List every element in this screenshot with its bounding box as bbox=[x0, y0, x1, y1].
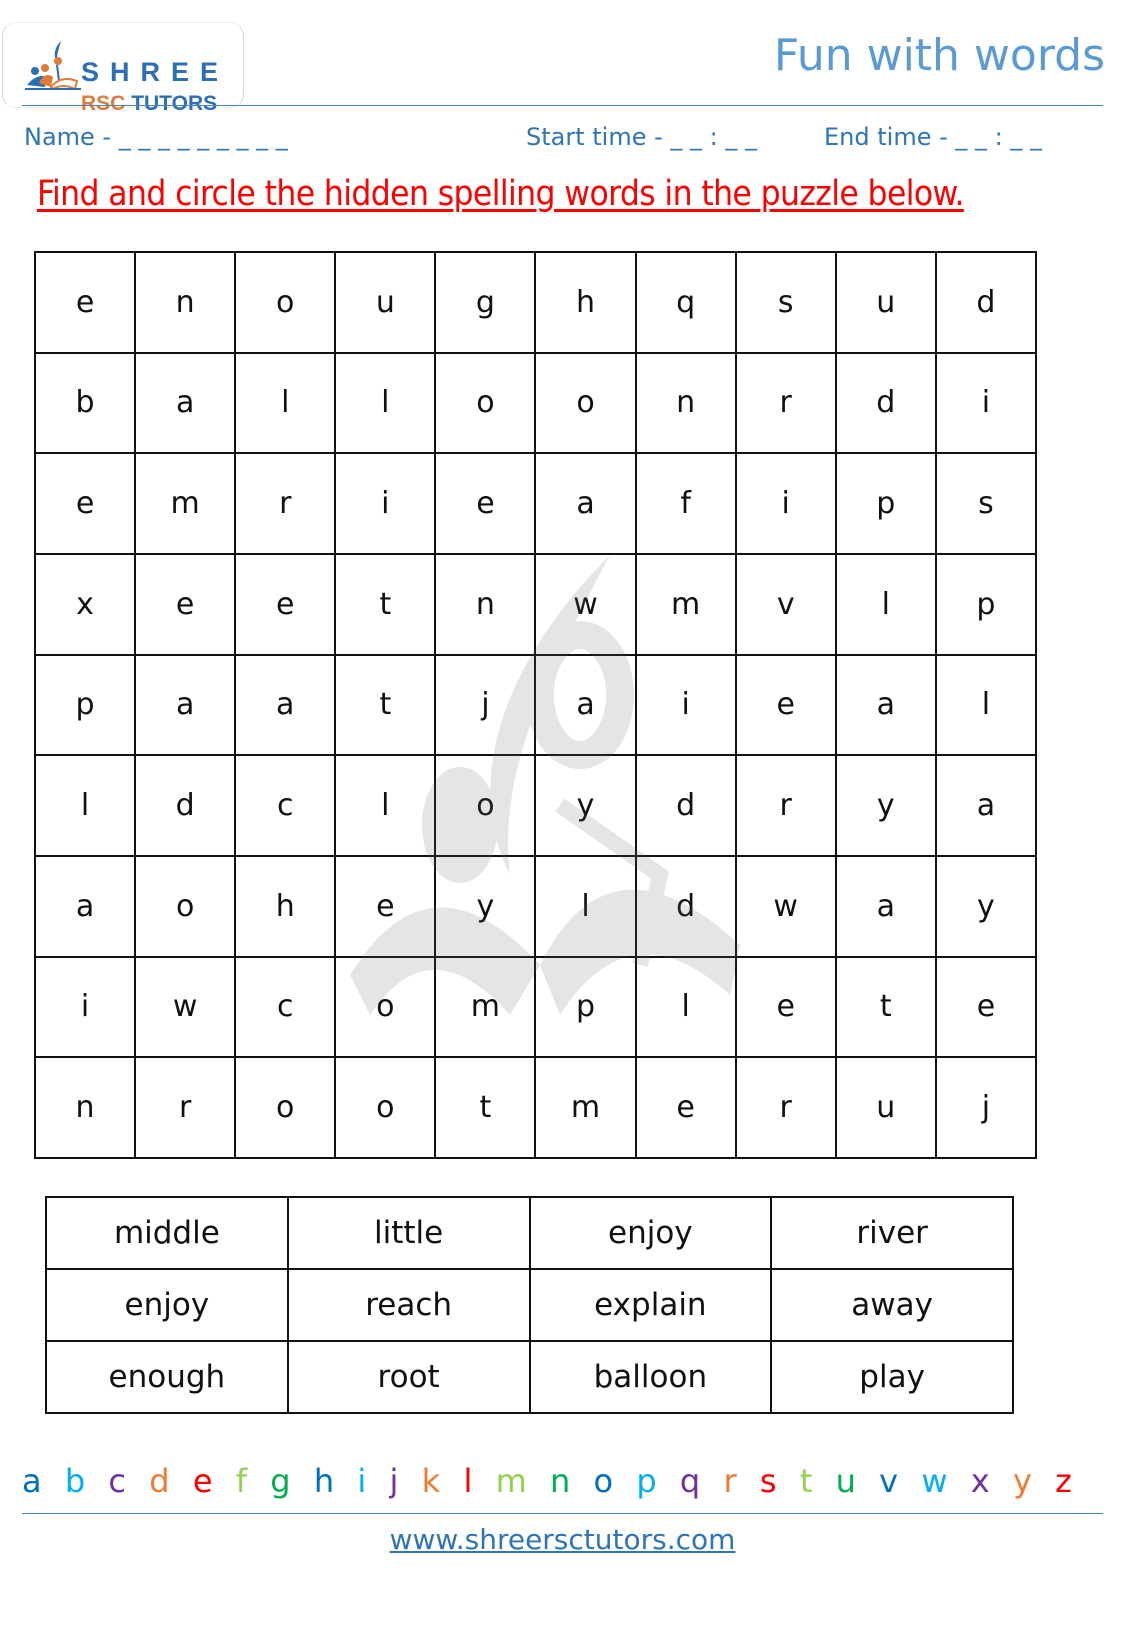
alphabet-letter: i bbox=[357, 1462, 367, 1500]
word-bank-row bbox=[46, 1341, 1013, 1413]
grid-cell[interactable]: d bbox=[636, 856, 736, 957]
grid-row bbox=[35, 1057, 1036, 1158]
grid-cell[interactable]: f bbox=[636, 453, 736, 554]
grid-cell[interactable]: w bbox=[736, 856, 836, 957]
grid-cell[interactable]: n bbox=[135, 252, 235, 353]
grid-cell[interactable]: c bbox=[235, 957, 335, 1058]
grid-cell[interactable]: m bbox=[435, 957, 535, 1058]
grid-cell[interactable]: a bbox=[135, 353, 235, 454]
alphabet-letter: c bbox=[108, 1462, 127, 1500]
grid-cell[interactable]: n bbox=[636, 353, 736, 454]
alphabet-letter: l bbox=[463, 1462, 473, 1500]
word-bank-item: away bbox=[771, 1269, 1013, 1341]
grid-cell[interactable]: o bbox=[335, 1057, 435, 1158]
grid-cell[interactable]: d bbox=[936, 252, 1036, 353]
word-bank-row bbox=[46, 1269, 1013, 1341]
alphabet-letter: s bbox=[759, 1462, 777, 1500]
word-bank-item: middle bbox=[46, 1197, 288, 1269]
alphabet-letter: p bbox=[636, 1462, 657, 1500]
alphabet-strip bbox=[22, 1462, 1072, 1500]
grid-cell[interactable]: t bbox=[335, 655, 435, 756]
grid-cell[interactable]: r bbox=[736, 353, 836, 454]
grid-cell[interactable]: i bbox=[636, 655, 736, 756]
alphabet-letter: r bbox=[723, 1462, 737, 1500]
grid-cell[interactable]: e bbox=[35, 453, 135, 554]
grid-cell[interactable]: y bbox=[535, 755, 635, 856]
grid-cell[interactable]: w bbox=[535, 554, 635, 655]
header-divider bbox=[22, 105, 1103, 106]
grid-cell[interactable]: v bbox=[736, 554, 836, 655]
grid-cell[interactable]: e bbox=[235, 554, 335, 655]
grid-cell[interactable]: j bbox=[435, 655, 535, 756]
grid-cell[interactable]: e bbox=[435, 453, 535, 554]
grid-cell[interactable]: r bbox=[736, 755, 836, 856]
grid-cell[interactable]: a bbox=[135, 655, 235, 756]
grid-cell[interactable]: h bbox=[235, 856, 335, 957]
grid-cell[interactable]: i bbox=[936, 353, 1036, 454]
word-bank-row bbox=[46, 1197, 1013, 1269]
grid-cell[interactable]: a bbox=[836, 655, 936, 756]
logo-tutors: TUTORS bbox=[131, 92, 218, 115]
alphabet-letter: a bbox=[22, 1462, 42, 1500]
grid-cell[interactable]: e bbox=[135, 554, 235, 655]
grid-cell[interactable]: a bbox=[35, 856, 135, 957]
grid-row bbox=[35, 755, 1036, 856]
grid-row bbox=[35, 252, 1036, 353]
alphabet-letter: f bbox=[235, 1462, 248, 1500]
alphabet-letter: z bbox=[1055, 1462, 1072, 1500]
alphabet-letter: m bbox=[495, 1462, 527, 1500]
word-search-grid bbox=[34, 251, 1037, 1159]
logo-shree-text: SHREE bbox=[81, 57, 230, 87]
grid-row bbox=[35, 554, 1036, 655]
grid-cell[interactable]: d bbox=[135, 755, 235, 856]
word-bank-item: play bbox=[771, 1341, 1013, 1413]
grid-cell[interactable]: a bbox=[936, 755, 1036, 856]
page-title: Fun with words bbox=[773, 30, 1105, 81]
alphabet-letter: j bbox=[389, 1462, 399, 1500]
grid-row bbox=[35, 353, 1036, 454]
grid-cell[interactable]: i bbox=[335, 453, 435, 554]
grid-cell[interactable]: a bbox=[235, 655, 335, 756]
grid-cell[interactable]: i bbox=[736, 453, 836, 554]
grid-cell[interactable]: y bbox=[936, 856, 1036, 957]
grid-cell[interactable]: o bbox=[235, 252, 335, 353]
grid-cell[interactable]: a bbox=[836, 856, 936, 957]
word-bank-item: explain bbox=[530, 1269, 772, 1341]
grid-cell[interactable]: m bbox=[135, 453, 235, 554]
alphabet-letter: u bbox=[835, 1462, 856, 1500]
grid-row bbox=[35, 957, 1036, 1058]
grid-cell[interactable]: r bbox=[235, 453, 335, 554]
grid-cell[interactable]: q bbox=[636, 252, 736, 353]
alphabet-letter: e bbox=[192, 1462, 213, 1500]
footer-divider bbox=[22, 1513, 1103, 1514]
alphabet-letter: v bbox=[879, 1462, 899, 1500]
grid-cell[interactable]: e bbox=[736, 957, 836, 1058]
grid-cell[interactable]: m bbox=[535, 1057, 635, 1158]
grid-cell[interactable]: b bbox=[35, 353, 135, 454]
word-bank-item: river bbox=[771, 1197, 1013, 1269]
grid-cell[interactable]: u bbox=[836, 252, 936, 353]
grid-cell[interactable]: o bbox=[435, 755, 535, 856]
name-field-label: Name - _ _ _ _ _ _ _ _ _ bbox=[24, 123, 288, 151]
word-bank-item: little bbox=[288, 1197, 530, 1269]
alphabet-letter: g bbox=[270, 1462, 291, 1500]
logo bbox=[2, 22, 244, 115]
grid-cell[interactable]: p bbox=[535, 957, 635, 1058]
grid-cell[interactable]: r bbox=[736, 1057, 836, 1158]
grid-cell[interactable]: g bbox=[435, 252, 535, 353]
alphabet-letter: w bbox=[921, 1462, 948, 1500]
alphabet-letter: x bbox=[970, 1462, 990, 1500]
grid-cell[interactable]: e bbox=[736, 655, 836, 756]
logo-mark-icon bbox=[23, 37, 83, 93]
grid-cell[interactable]: c bbox=[235, 755, 335, 856]
grid-cell[interactable]: s bbox=[936, 453, 1036, 554]
alphabet-letter: o bbox=[593, 1462, 614, 1500]
grid-cell[interactable]: n bbox=[35, 1057, 135, 1158]
alphabet-letter: n bbox=[550, 1462, 571, 1500]
instruction-text: Find and circle the hidden spelling words in the puzzle below. bbox=[37, 174, 964, 214]
grid-cell[interactable]: t bbox=[335, 554, 435, 655]
grid-cell[interactable]: r bbox=[135, 1057, 235, 1158]
grid-cell[interactable]: u bbox=[836, 1057, 936, 1158]
alphabet-letter: y bbox=[1012, 1462, 1032, 1500]
grid-cell[interactable]: l bbox=[535, 856, 635, 957]
word-bank-item: root bbox=[288, 1341, 530, 1413]
grid-cell[interactable]: j bbox=[936, 1057, 1036, 1158]
grid-cell[interactable]: o bbox=[235, 1057, 335, 1158]
grid-cell[interactable]: y bbox=[435, 856, 535, 957]
grid-cell[interactable]: l bbox=[936, 655, 1036, 756]
end-time-label: End time - _ _ : _ _ bbox=[824, 123, 1042, 151]
grid-cell[interactable]: l bbox=[35, 755, 135, 856]
grid-cell[interactable]: d bbox=[636, 755, 736, 856]
word-bank-item: reach bbox=[288, 1269, 530, 1341]
grid-cell[interactable]: l bbox=[235, 353, 335, 454]
grid-cell[interactable]: a bbox=[535, 655, 635, 756]
grid-cell[interactable]: e bbox=[636, 1057, 736, 1158]
grid-cell[interactable]: y bbox=[836, 755, 936, 856]
grid-cell[interactable]: l bbox=[836, 554, 936, 655]
word-bank-item: enjoy bbox=[530, 1197, 772, 1269]
grid-cell[interactable]: t bbox=[435, 1057, 535, 1158]
website-link[interactable]: www.shreersctutors.com bbox=[389, 1523, 736, 1556]
alphabet-letter: t bbox=[799, 1462, 813, 1500]
grid-cell[interactable]: t bbox=[836, 957, 936, 1058]
grid-cell[interactable]: l bbox=[636, 957, 736, 1058]
grid-cell[interactable]: p bbox=[35, 655, 135, 756]
grid-cell[interactable]: m bbox=[636, 554, 736, 655]
grid-cell[interactable]: s bbox=[736, 252, 836, 353]
alphabet-letter: h bbox=[313, 1462, 335, 1500]
grid-row bbox=[35, 453, 1036, 554]
alphabet-letter: q bbox=[679, 1462, 701, 1500]
grid-cell[interactable]: o bbox=[435, 353, 535, 454]
logo-rsc-tutors-text bbox=[81, 93, 217, 115]
word-bank-item: balloon bbox=[530, 1341, 772, 1413]
grid-cell[interactable]: o bbox=[135, 856, 235, 957]
grid-cell[interactable]: i bbox=[35, 957, 135, 1058]
logo-rsc: RSC bbox=[81, 92, 126, 115]
grid-cell[interactable]: n bbox=[435, 554, 535, 655]
grid-cell[interactable]: e bbox=[936, 957, 1036, 1058]
grid-cell[interactable]: u bbox=[335, 252, 435, 353]
start-time-label: Start time - _ _ : _ _ bbox=[526, 123, 757, 151]
alphabet-letter: d bbox=[149, 1462, 170, 1500]
grid-cell[interactable]: w bbox=[135, 957, 235, 1058]
grid-row bbox=[35, 856, 1036, 957]
grid-cell[interactable]: x bbox=[35, 554, 135, 655]
grid-cell[interactable]: e bbox=[335, 856, 435, 957]
grid-cell[interactable]: p bbox=[836, 453, 936, 554]
grid-row bbox=[35, 655, 1036, 756]
grid-cell[interactable]: a bbox=[535, 453, 635, 554]
grid-cell[interactable]: d bbox=[836, 353, 936, 454]
alphabet-letter: k bbox=[421, 1462, 441, 1500]
word-bank-table bbox=[45, 1196, 1014, 1414]
alphabet-letter: b bbox=[64, 1462, 86, 1500]
word-bank-item: enough bbox=[46, 1341, 288, 1413]
grid-cell[interactable]: o bbox=[335, 957, 435, 1058]
grid-cell[interactable]: p bbox=[936, 554, 1036, 655]
grid-cell[interactable]: e bbox=[35, 252, 135, 353]
grid-cell[interactable]: l bbox=[335, 755, 435, 856]
grid-cell[interactable]: l bbox=[335, 353, 435, 454]
grid-cell[interactable]: h bbox=[535, 252, 635, 353]
grid-cell[interactable]: o bbox=[535, 353, 635, 454]
word-bank-item: enjoy bbox=[46, 1269, 288, 1341]
